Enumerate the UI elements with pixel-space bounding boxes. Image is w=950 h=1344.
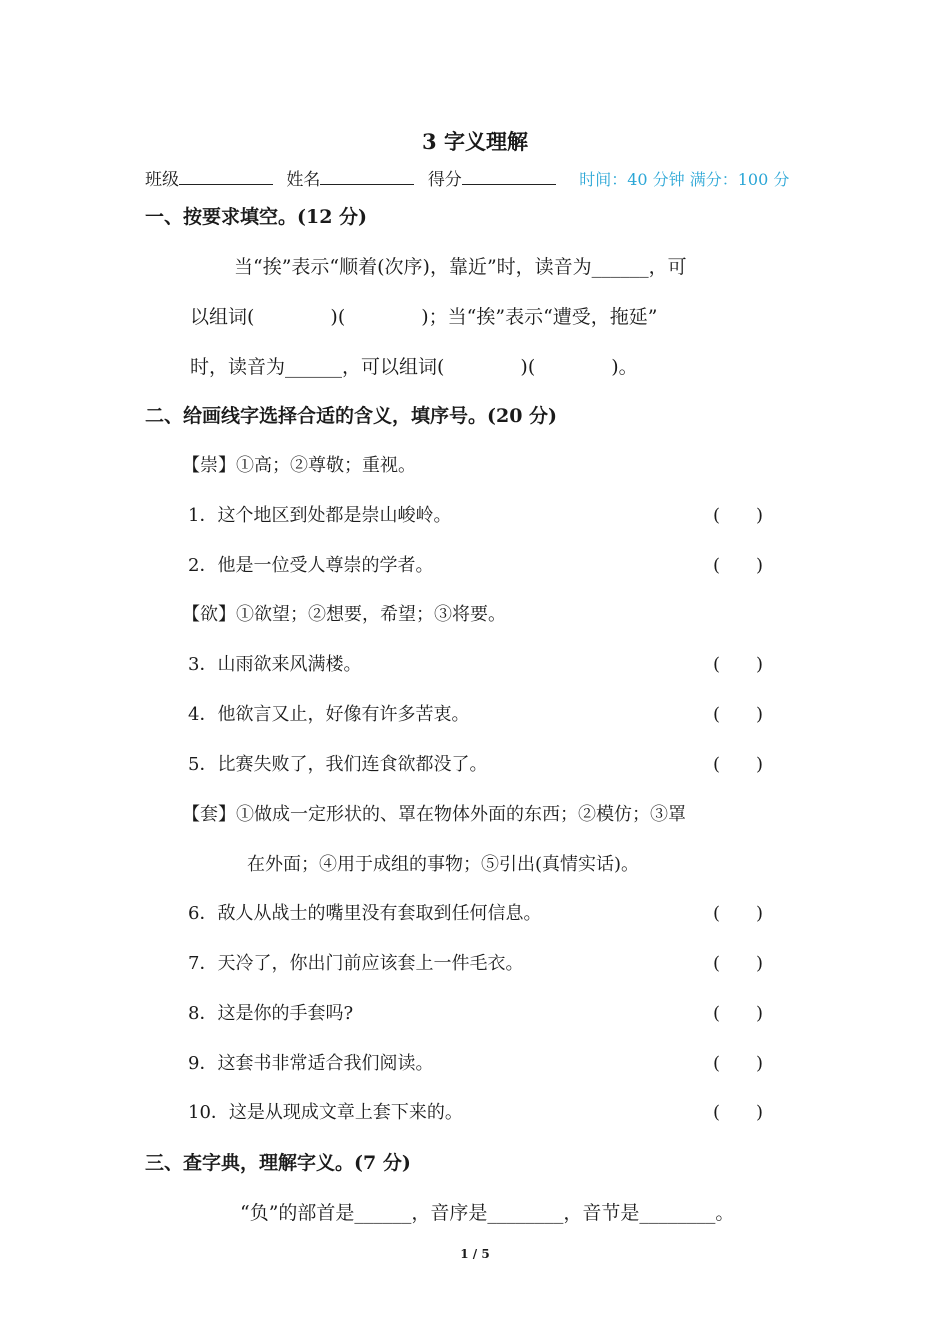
question-item: 4．他欲言又止，好像有许多苦衷。 [188, 704, 470, 725]
question-item: 8．这是你的手套吗? [188, 1003, 354, 1024]
page-title: 3 字义理解 [422, 129, 528, 154]
definition-yu: 【欲】①欲望；②想要，希望；③将要。 [182, 604, 506, 625]
name-label: 姓名 [286, 170, 321, 190]
score-blank[interactable] [462, 166, 556, 185]
section1-line1: 当“挨”表示“顺着(次序)，靠近”时，读音为______，可 [234, 256, 687, 278]
answer-paren[interactable]: ( ) [713, 704, 764, 725]
question-item: 5．比赛失败了，我们连食欲都没了。 [188, 754, 488, 775]
section2-heading: 二、给画线字选择合适的含义，填序号。(20 分) [145, 405, 558, 427]
info-line [145, 165, 789, 190]
class-blank[interactable] [179, 166, 273, 185]
answer-paren[interactable]: ( ) [713, 903, 764, 924]
question-item: 2．他是一位受人尊崇的学者。 [188, 555, 434, 576]
answer-paren[interactable]: ( ) [713, 1102, 764, 1123]
answer-paren[interactable]: ( ) [713, 555, 764, 576]
section1-line3: 时，读音为______，可以组词( )( )。 [190, 356, 638, 378]
question-item: 6．敌人从战士的嘴里没有套取到任何信息。 [188, 903, 542, 924]
answer-paren[interactable]: ( ) [713, 1053, 764, 1074]
answer-paren[interactable]: ( ) [713, 1003, 764, 1024]
section1-line2: 以组词( )( )；当“挨”表示“遭受，拖延” [190, 306, 658, 328]
section1-heading: 一、按要求填空。(12 分) [145, 206, 368, 228]
section3-heading: 三、查字典，理解字义。(7 分) [145, 1152, 411, 1174]
score-label: 得分 [427, 170, 462, 190]
name-blank[interactable] [320, 166, 414, 185]
definition-tao-line2: 在外面；④用于成组的事物；⑤引出(真情实话)。 [247, 854, 640, 875]
answer-paren[interactable]: ( ) [713, 754, 764, 775]
question-item: 9．这套书非常适合我们阅读。 [188, 1053, 434, 1074]
class-label: 班级 [145, 170, 179, 190]
answer-paren[interactable]: ( ) [713, 953, 764, 974]
question-item: 7．天冷了，你出门前应该套上一件毛衣。 [188, 953, 524, 974]
answer-paren[interactable]: ( ) [713, 505, 764, 526]
section3-line1: “负”的部首是______，音序是________，音节是________。 [240, 1202, 735, 1224]
question-item: 3．山雨欲来风满楼。 [188, 654, 362, 675]
definition-tao-line1: 【套】①做成一定形状的、罩在物体外面的东西；②模仿；③罩 [182, 804, 686, 825]
answer-paren[interactable]: ( ) [713, 654, 764, 675]
question-item: 10．这是从现成文章上套下来的。 [188, 1102, 463, 1123]
definition-chong: 【崇】①高；②尊敬；重视。 [182, 455, 416, 476]
page-number: 1 / 5 [460, 1247, 490, 1261]
question-item: 1．这个地区到处都是崇山峻岭。 [188, 505, 452, 526]
time-score-info: 时间：40 分钟 满分：100 分 [579, 170, 790, 189]
